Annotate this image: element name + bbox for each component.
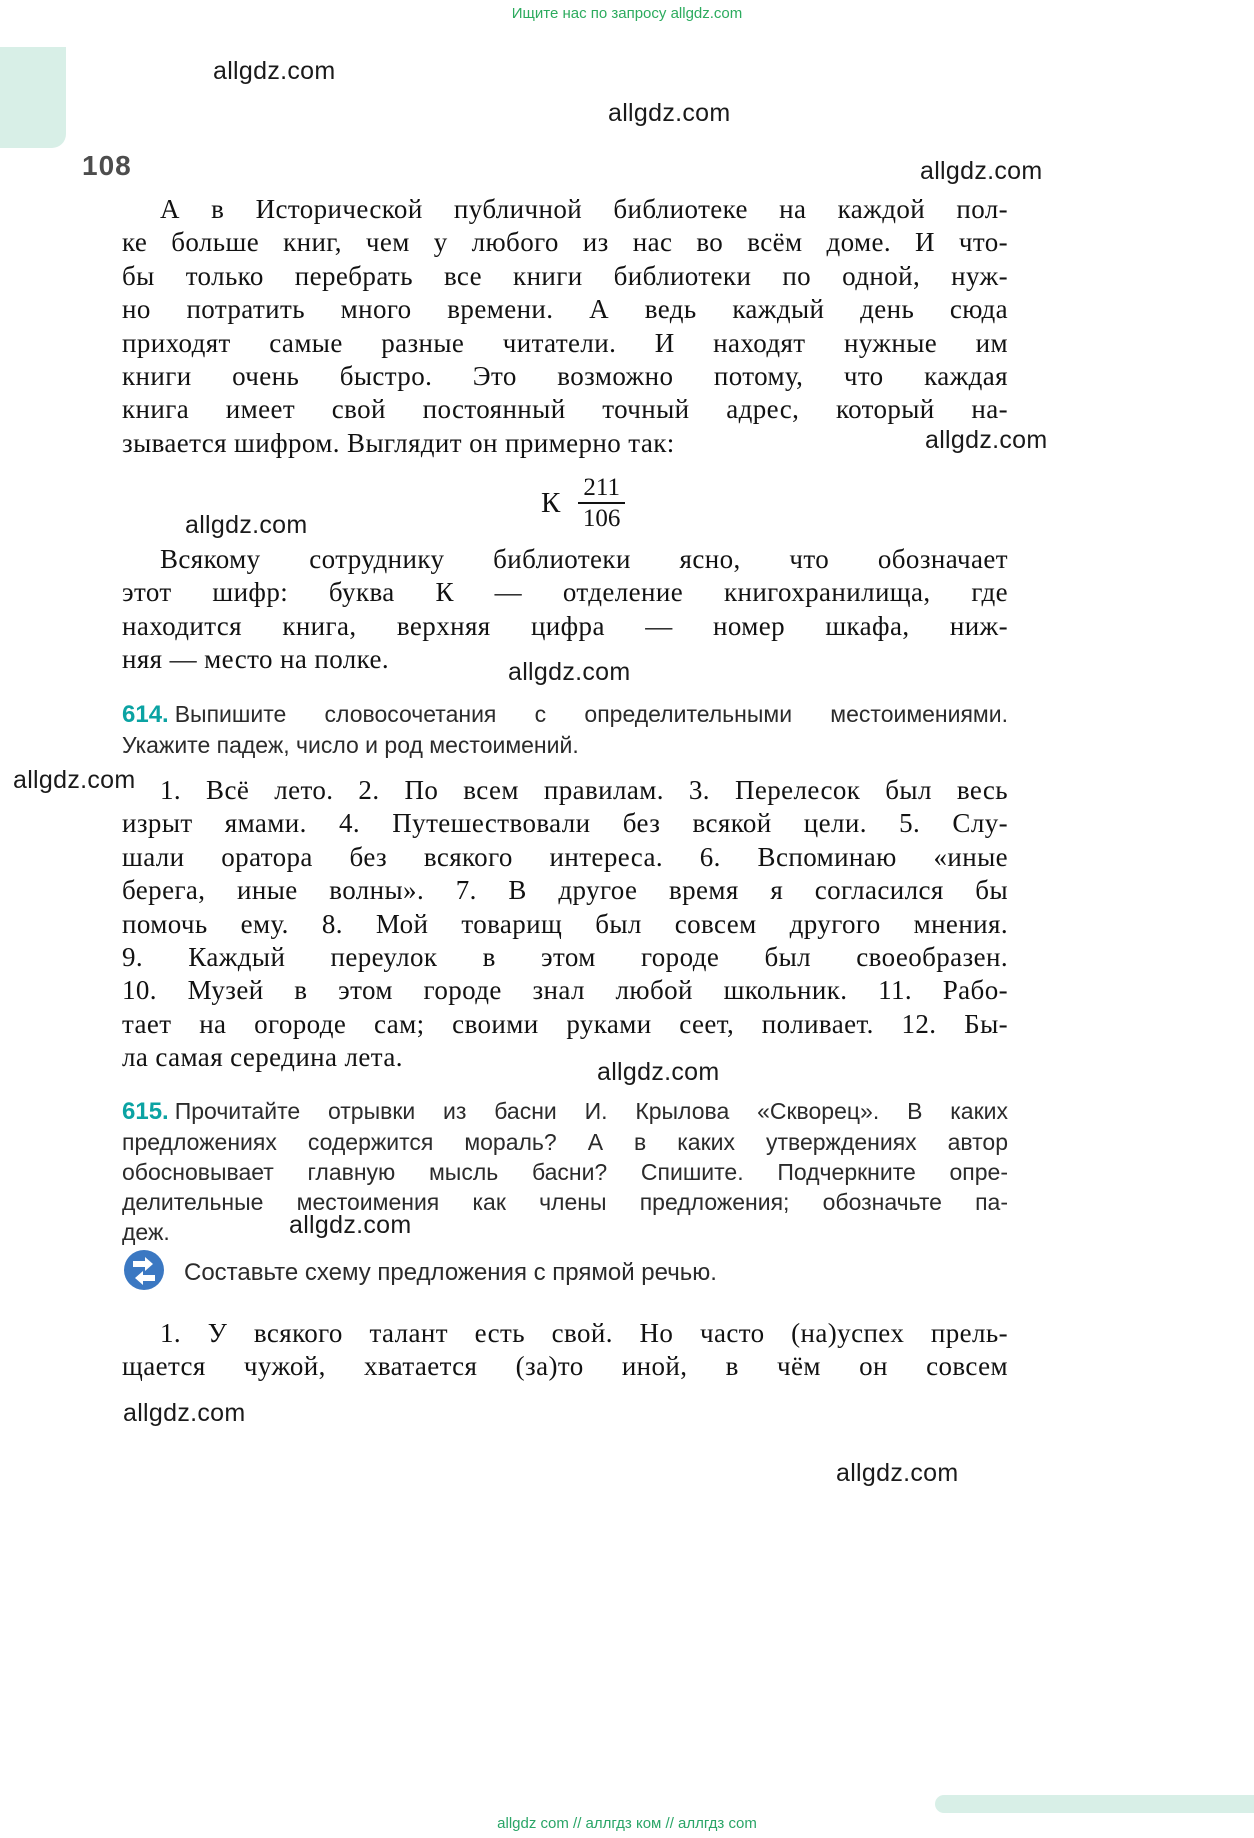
task-line: делительные местоимения как члены предложения; обозначьте па- [122,1189,1008,1215]
text-line: книги очень быстро. Это возможно потому, что каждая [122,361,1008,392]
text-line: помочь ему. 8. Мой товарищ был совсем другого мнения. [122,908,1008,939]
text-line: Всякому сотруднику библиотеки ясно, что обозначает [160,544,1008,574]
text-line: но потратить много времени. А ведь каждый день сюда [122,294,1008,325]
library-cipher [140,474,1026,532]
exercise-615-sentences [122,1317,1008,1384]
text-line: шали оратора без всякого интереса. 6. Вспоминаю «иные [122,841,1008,872]
footer-text: allgdz com // аллгдз ком // аллгдз com [497,1815,757,1832]
watermark: allgdz.com [13,766,136,794]
watermark: allgdz.com [920,157,1043,185]
task-line: Укажите падеж, число и род местоимений. [122,732,579,758]
exercise-number: 615. [122,1098,169,1125]
scheme-task-row [122,1248,1008,1297]
corner-decoration-bottom [935,1795,1254,1813]
text-line: книга имеет свой постоянный точный адрес, который на- [122,394,1008,425]
exercise-number: 614. [122,701,169,728]
task-text: Прочитайте отрывки из басни И. Крылова «Скворец». В каких [174,1098,1008,1124]
explain-paragraph [122,543,1008,677]
text-line: щается чужой, хватается (за)то иной, в чём он совсем [122,1351,1008,1382]
text-line: ке больше книг, чем у любого из нас во всём доме. И что- [122,227,1008,258]
task-line [122,1096,1008,1127]
text-line: изрыт ямами. 4. Путешествовали без всякой цели. 5. Слу- [122,808,1008,839]
speech-scheme-icon [122,1248,166,1297]
text-line: тает на огороде сам; своими руками сеет, поливает. 12. Бы- [122,1008,1008,1039]
watermark: allgdz.com [123,1399,246,1427]
watermark: allgdz.com [836,1459,959,1487]
task-text: Выпишите словосочетания с определительными местоимениями. [174,701,1008,727]
text-line: 9. Каждый переулок в этом городе был своеобразен. [122,942,1008,973]
cipher-numerator: 211 [578,474,625,504]
text-line: няя — место на полке. [122,644,390,675]
task-line: предложениях содержится мораль? А в каких утверждениях автор [122,1129,1008,1155]
watermark: allgdz.com [508,658,631,686]
text-line: этот шифр: буква К — отделение книгохранилища, где [122,577,1008,608]
watermark: allgdz.com [185,511,308,539]
watermark: allgdz.com [925,426,1048,454]
exercise-615-task [122,1096,1008,1247]
scheme-task-text: Составьте схему предложения с прямой речью. [184,1258,717,1286]
text-line: ла самая середина лета. [122,1042,403,1073]
watermark: allgdz.com [213,57,336,85]
text-line: находится книга, верхняя цифра — номер шкафа, ниж- [122,610,1008,641]
watermark: allgdz.com [289,1211,412,1239]
task-line: деж. [122,1219,170,1245]
text-line: А в Исторической публичной библиотеке на каждой пол- [160,194,1008,224]
exercise-614-task [122,699,1008,760]
top-banner: Ищите нас по запросу allgdz.com [511,5,743,22]
intro-paragraph [122,193,1008,460]
text-line: зывается шифром. Выглядит он примерно так: [122,427,675,458]
text-line: 1. Всё лето. 2. По всем правилам. 3. Перелесок был весь [160,775,1008,805]
watermark: allgdz.com [608,99,731,127]
cipher-letter: К [541,486,561,519]
task-line: обосновывает главную мысль басни? Спишите. Подчеркните опре- [122,1159,1008,1185]
corner-decoration-top [0,47,66,148]
watermark: allgdz.com [597,1058,720,1086]
text-line: 10. Музей в этом городе знал любой школьник. 11. Рабо- [122,975,1008,1006]
cipher-fraction [578,474,625,532]
text-line: 1. У всякого талант есть свой. Но часто (на)успех прель- [160,1318,1008,1348]
task-line [122,699,1008,730]
cipher-denominator: 106 [582,505,621,532]
text-line: приходят самые разные читатели. И находят нужные им [122,327,1008,358]
text-line: берега, иные волны». 7. В другое время я согласился бы [122,875,1008,906]
exercise-614-sentences [122,774,1008,1075]
text-line: бы только перебрать все книги библиотеки по одной, нуж- [122,260,1008,291]
page-number: 108 [82,150,132,181]
